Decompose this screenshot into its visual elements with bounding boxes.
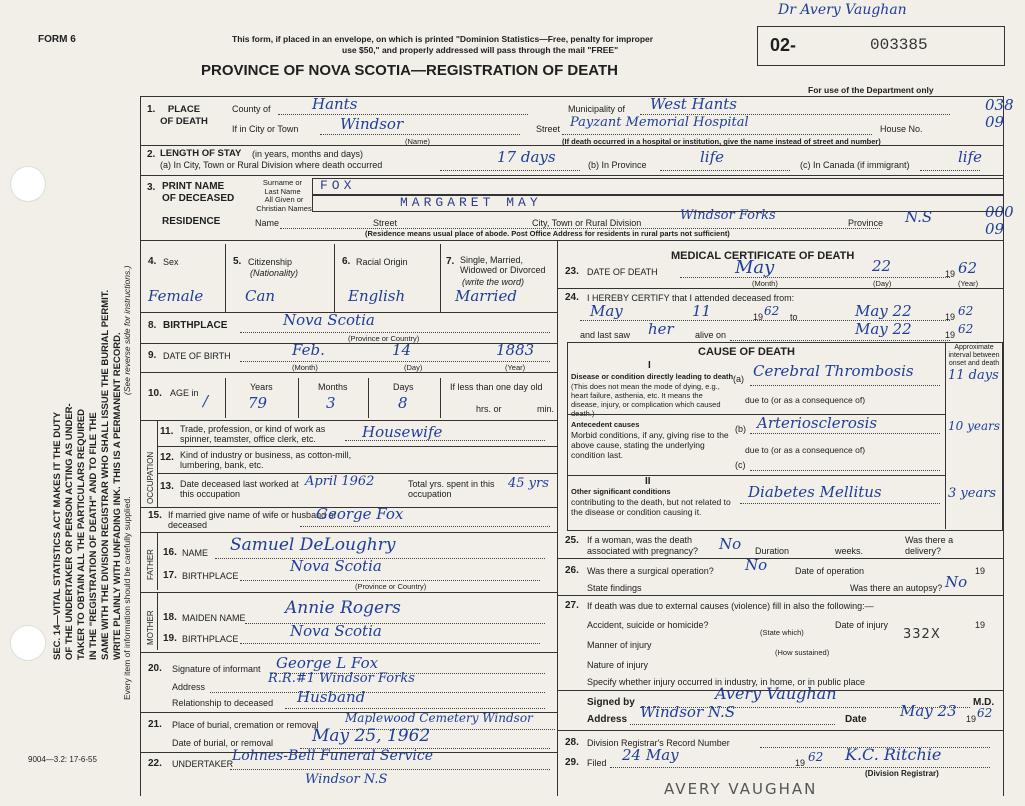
- informant-sig-value: George L Fox: [276, 654, 379, 672]
- signer-date-label: Date: [845, 714, 867, 725]
- interval-other-value: 3 years: [948, 486, 997, 501]
- surname-box: [312, 178, 1004, 195]
- item-19: 19.: [163, 633, 177, 644]
- racial-value: English: [348, 287, 406, 305]
- spouse-value: George Fox: [316, 505, 404, 523]
- stay-c-label: (c) In Canada (if immigrant): [800, 160, 910, 170]
- punch-hole-top: [10, 166, 46, 202]
- rule-2: [140, 175, 1003, 176]
- undertaker-address: Windsor N.S: [305, 772, 388, 787]
- city-value: Windsor: [340, 115, 404, 133]
- item-10: 10.: [148, 388, 162, 399]
- filed-nineteen: 19: [795, 758, 806, 768]
- certify-label: I HEREBY CERTIFY that I attended deceased from:: [587, 293, 795, 303]
- signer-address-label: Address: [587, 714, 628, 725]
- registrar-signature: K.C. Ritchie: [845, 745, 942, 764]
- last-saw-label: and last saw: [580, 330, 631, 340]
- autopsy-value: No: [945, 573, 968, 591]
- residence-note: (Residence means usual place of abode. Post Office Address for residents in rural parts not sufficient): [365, 229, 730, 238]
- antecedent-note: Morbid conditions, if any, giving rise to the above cause, stating the underlying condition last.: [571, 430, 729, 460]
- signer-year: 62: [977, 706, 993, 720]
- item-6: 6.: [342, 256, 351, 267]
- other-note: contributing to the death, but not related to the disease or condition causing it.: [571, 497, 731, 517]
- cause-rule-1: [567, 414, 945, 415]
- cause-title: CAUSE OF DEATH: [698, 346, 795, 358]
- col-div-1: [225, 244, 226, 312]
- age-div-3: [368, 378, 369, 418]
- item-12: 12.: [160, 452, 174, 463]
- age-div-2: [298, 378, 299, 418]
- q28-label: Division Registrar's Record Number: [587, 738, 730, 748]
- residence-city-value: Windsor Forks: [680, 208, 776, 223]
- item-9: 9.: [148, 350, 157, 361]
- rule-8: [157, 446, 557, 447]
- cause-a-value: Cerebral Thrombosis: [753, 362, 914, 380]
- other-line: [740, 503, 940, 504]
- father-birthplace-value: Nova Scotia: [290, 557, 382, 575]
- death-year: 62: [958, 259, 978, 277]
- street-line: [562, 134, 872, 135]
- hrs-label: hrs. or: [476, 404, 502, 414]
- death-day: 22: [872, 257, 892, 275]
- sidebar-line-5: SAME WITH THE DIVISION REGISTRAR WHO SHALL ISSUE THE BURIAL PERMIT.: [100, 289, 111, 660]
- signer-nineteen: 19: [966, 714, 977, 724]
- item-7: 7.: [446, 256, 455, 267]
- stay-label: LENGTH OF STAY: [160, 148, 242, 159]
- dob-month: Feb.: [292, 341, 325, 359]
- cause-b-value: Arteriosclerosis: [757, 414, 878, 432]
- citizenship-label: Citizenship: [248, 257, 293, 267]
- informant-address-line: [210, 692, 545, 693]
- rule-13: [140, 652, 557, 653]
- rule-r5: [557, 730, 1003, 731]
- surname-value: FOX: [320, 178, 356, 193]
- nature-label: Nature of injury: [587, 660, 649, 670]
- state-findings-label: State findings: [587, 583, 642, 593]
- industry-label: Kind of industry or business, as cotton-mill, lumbering, bank, etc.: [180, 450, 352, 470]
- burial-date-label: Date of burial, or removal: [172, 738, 274, 748]
- item-5: 5.: [233, 256, 242, 267]
- signer-address-value: Windsor N.S: [640, 703, 736, 721]
- filed-label: Filed: [587, 758, 607, 768]
- interval-label: Approximate interval between onset and death: [948, 344, 1000, 367]
- stay-a-line: [440, 170, 580, 171]
- stay-b-label: (b) In Province: [588, 160, 647, 170]
- mother-maiden-value: Annie Rogers: [285, 598, 401, 618]
- alive-date: May 22: [855, 320, 912, 338]
- cause-b-line: [750, 433, 940, 434]
- residence-street-label: Street: [373, 218, 398, 228]
- trade-value: Housewife: [362, 423, 443, 441]
- death-month: May: [735, 257, 775, 278]
- racial-label: Racial Origin: [356, 257, 408, 267]
- stay-b-line: [660, 170, 790, 171]
- attend-from-month: May: [590, 302, 623, 320]
- cause-c-line: [750, 470, 940, 471]
- item-29: 29.: [565, 757, 579, 768]
- duration-label: Duration: [755, 546, 790, 556]
- operation-date-label: Date of operation: [795, 566, 865, 576]
- q25-value: No: [719, 535, 742, 553]
- stay-sub: (in years, months and days): [252, 149, 364, 159]
- street-label: Street: [536, 124, 561, 134]
- sidebar-line-7b: (See reverse side for instructions.): [122, 265, 132, 395]
- q26-value: No: [745, 556, 768, 574]
- state-which: (State which): [760, 628, 804, 637]
- burial-place-value: Maplewood Cemetery Windsor: [345, 711, 533, 725]
- informant-address-label: Address: [172, 682, 206, 692]
- due-label-a: due to (or as a consequence of): [745, 395, 866, 405]
- code-2: 09: [985, 113, 1005, 131]
- municipality-label: Municipality of: [568, 104, 626, 114]
- cause-b-marker: (b): [735, 424, 746, 434]
- death-year-caption: (Year): [958, 279, 979, 288]
- code-1: 038: [985, 96, 1014, 114]
- dob-month-caption: (Month): [292, 363, 318, 372]
- antecedent-label: Antecedent causes: [571, 420, 640, 429]
- weeks-label: weeks.: [835, 546, 864, 556]
- house-label: House No.: [880, 124, 923, 134]
- filed-value: 24 May: [622, 746, 679, 764]
- item-4: 4.: [148, 256, 157, 267]
- item-22: 22.: [148, 758, 162, 769]
- other-value: Diabetes Mellitus: [748, 483, 882, 501]
- how-sustained: (How sustained): [775, 648, 830, 657]
- name-label-1: PRINT NAME: [162, 181, 225, 192]
- filed-year: 62: [808, 750, 824, 764]
- rule-6: [140, 372, 557, 373]
- mother-side-label: MOTHER: [146, 610, 155, 645]
- age-label: AGE in: [170, 388, 199, 398]
- marital-sub: (write the word): [462, 277, 525, 287]
- rule-7: [140, 420, 557, 421]
- code-3: 000: [985, 203, 1014, 221]
- item-26: 26.: [565, 565, 579, 576]
- operation-nineteen: 19: [975, 566, 986, 576]
- print-code: 9004—3.2: 17-6-55: [28, 755, 97, 764]
- birthplace-label: BIRTHPLACE: [163, 320, 228, 331]
- manner-code: 332X: [903, 627, 941, 642]
- name-caption: (Name): [405, 137, 431, 146]
- injury-nineteen: 19: [975, 620, 986, 630]
- sex-value: Female: [148, 287, 204, 305]
- frame-top: [140, 96, 1003, 97]
- less-day-label: If less than one day old: [450, 382, 543, 392]
- years-spent-value: 45 yrs: [508, 476, 549, 491]
- item-24: 24.: [565, 292, 579, 303]
- years-label: Years: [250, 382, 273, 392]
- dob-year-caption: (Year): [505, 363, 526, 372]
- registration-number: 003385: [870, 36, 928, 54]
- last-worked-label: Date deceased last worked at this occupation: [180, 479, 299, 499]
- stay-c-value: life: [958, 148, 983, 166]
- undertaker-line: [230, 769, 550, 770]
- md-label: M.D.: [973, 697, 995, 708]
- age-days: 8: [398, 394, 408, 412]
- dob-day-caption: (Day): [404, 363, 423, 372]
- frame-left: [140, 96, 141, 796]
- item-20: 20.: [148, 663, 162, 674]
- medical-title: MEDICAL CERTIFICATE OF DEATH: [671, 250, 855, 262]
- municipality-value: West Hants: [650, 95, 737, 113]
- disease-note: (This does not mean the mode of dying, e.g., heart failure, asthenia, etc. It means the disease, injury, or complication which caused death.): [571, 382, 721, 418]
- relationship-value: Husband: [297, 688, 366, 706]
- other-label: Other significant conditions: [571, 487, 671, 496]
- age-months: 3: [326, 394, 336, 412]
- alive-year: 62: [958, 322, 974, 336]
- mother-maiden-label: MAIDEN NAME: [182, 613, 246, 623]
- page-title: PROVINCE OF NOVA SCOTIA—REGISTRATION OF DEATH: [201, 62, 618, 79]
- min-label: min.: [537, 404, 555, 414]
- marital-label: Single, Married, Widowed or Divorced: [460, 255, 546, 275]
- accident-label: Accident, suicide or homicide?: [587, 620, 709, 630]
- top-note: Dr Avery Vaughan: [778, 2, 907, 18]
- residence-city-label: City, Town or Rural Division: [532, 218, 642, 228]
- col-div-2: [334, 244, 335, 312]
- hospital-note: (If death occurred in a hospital or institution, give the name instead of street and number): [562, 137, 881, 146]
- name-label-2: OF DECEASED: [162, 193, 235, 204]
- dob-day: 14: [392, 341, 412, 359]
- interval-b-value: 10 years: [948, 419, 1001, 433]
- item-23: 23.: [565, 266, 579, 277]
- cause-interval-div: [945, 342, 946, 529]
- mother-birthplace-value: Nova Scotia: [290, 622, 382, 640]
- registrar-caption: (Division Registrar): [865, 769, 939, 778]
- relationship-label: Relationship to deceased: [172, 698, 274, 708]
- specify-label: Specify whether injury occurred in industry, in home, or in public place: [587, 677, 865, 687]
- undertaker-label: UNDERTAKER: [172, 759, 234, 769]
- birthplace-line: [240, 332, 550, 333]
- item-21: 21.: [148, 719, 162, 730]
- surname-label: Surname or Last Name: [262, 178, 303, 196]
- registration-prefix: 02-: [770, 35, 797, 55]
- relationship-line: [285, 708, 545, 709]
- bottom-pencil-note: AVERY VAUGHAN: [664, 780, 818, 798]
- rule-r2: [557, 558, 1003, 559]
- item-17: 17.: [163, 570, 177, 581]
- city-label: If in City or Town: [232, 124, 299, 134]
- mother-birthplace-line: [240, 643, 540, 644]
- item-2: 2.: [147, 149, 156, 160]
- spouse-line: [300, 526, 550, 527]
- punch-hole-bottom: [10, 625, 46, 661]
- residence-province-label: Province: [848, 218, 884, 228]
- attend-nineteen-1: 19: [753, 312, 764, 322]
- alive-label: alive on: [695, 330, 727, 340]
- father-side-label: FATHER: [146, 549, 155, 580]
- item-18: 18.: [163, 612, 177, 623]
- alive-nineteen: 19: [945, 330, 956, 340]
- cause-a-line: [750, 385, 940, 386]
- attend-from-day: 11: [692, 302, 712, 320]
- rule-5: [140, 343, 557, 344]
- sex-label: Sex: [163, 257, 179, 267]
- item-1: 1.: [147, 104, 156, 115]
- county-label: County of: [232, 104, 271, 114]
- mail-notice-2: use $50," and properly addressed will pass through the mail "FREE": [342, 45, 619, 55]
- interval-a-value: 11 days: [948, 368, 999, 383]
- sidebar-line-6: WRITE PLAINLY WITH UNFADING INK. THIS IS A PERMANENT RECORD.: [112, 332, 123, 660]
- attend-to-date: May 22: [855, 302, 912, 320]
- due-label-b: due to (or as a consequence of): [745, 445, 866, 455]
- item-8: 8.: [148, 320, 157, 331]
- given-value: MARGARET MAY: [400, 195, 542, 210]
- item-27: 27.: [565, 600, 579, 611]
- last-worked-value: April 1962: [305, 474, 375, 489]
- residence-name-label: Name: [255, 218, 280, 228]
- marital-value: Married: [455, 287, 517, 305]
- item-3: 3.: [147, 182, 156, 193]
- informant-sig-label: Signature of informant: [172, 664, 261, 674]
- last-saw-her: her: [648, 320, 674, 338]
- rule-12: [140, 592, 557, 593]
- informant-address-value: R.R.#1 Windsor Forks: [268, 671, 415, 686]
- sidebar-line-7: Every item of information should be carefully supplied.: [122, 496, 132, 700]
- mother-bar: [157, 592, 158, 650]
- code-4: 09: [985, 220, 1005, 238]
- father-name-label: NAME: [182, 548, 209, 558]
- death-year-prefix: 19: [945, 269, 956, 279]
- rule-11: [140, 532, 557, 533]
- mail-notice-1: This form, if placed in an envelope, on which is printed "Dominion Statistics—Free, penalty for improper: [232, 34, 654, 44]
- stay-c-line: [920, 170, 980, 171]
- residence-province-value: N.S: [905, 208, 933, 226]
- item-13: 13.: [160, 481, 174, 492]
- rule-3: [140, 240, 1003, 241]
- months-label: Months: [318, 382, 348, 392]
- item-16: 16.: [163, 547, 177, 558]
- signed-value: Avery Vaughan: [715, 684, 837, 703]
- dob-year: 1883: [496, 341, 535, 359]
- sidebar-line-1: SEC. 14—VITAL STATISTICS ACT MAKES IT THE DUTY: [52, 411, 63, 660]
- sidebar-line-4: IN THE "REGISTRATION OF DEATH" AND TO FILE THE: [88, 412, 99, 660]
- birthplace-caption: (Province or Country): [348, 334, 420, 343]
- part-1: I: [648, 360, 651, 371]
- signed-label: Signed by: [587, 697, 635, 708]
- street-value: Payzant Memorial Hospital: [570, 115, 749, 130]
- citizenship-sub: (Nationality): [250, 268, 299, 278]
- cause-rule-2: [567, 475, 945, 476]
- mother-birthplace-label: BIRTHPLACE: [182, 634, 239, 644]
- dept-use-label: For use of the Department only: [808, 85, 934, 95]
- given-label: All Given or Christian Names: [256, 195, 312, 213]
- father-birthplace-label: BIRTHPLACE: [182, 571, 239, 581]
- city-line: [320, 134, 520, 135]
- age-years: 79: [248, 394, 268, 412]
- cause-c-marker: (c): [735, 460, 746, 470]
- attend-nineteen-2: 19: [945, 312, 956, 322]
- delivery-label: Was there a delivery?: [905, 535, 954, 556]
- q27-label: If death was due to external causes (violence) fill in also the following:—: [587, 601, 874, 611]
- years-spent-label: Total yrs. spent in this occupation: [408, 479, 495, 499]
- dob-line: [240, 361, 550, 362]
- form-number: FORM 6: [38, 34, 76, 45]
- age-div-1: [225, 378, 226, 418]
- signer-address-line: [630, 724, 835, 725]
- autopsy-label: Was there an autopsy?: [850, 583, 943, 593]
- citizenship-value: Can: [245, 287, 276, 305]
- cause-a-marker: (a): [733, 374, 744, 384]
- item-11: 11.: [160, 426, 174, 437]
- item-25: 25.: [565, 535, 579, 546]
- father-birthplace-line: [240, 580, 540, 581]
- father-caption: (Province or Country): [355, 582, 427, 591]
- dob-label: DATE OF BIRTH: [163, 351, 231, 361]
- county-value: Hants: [312, 95, 358, 113]
- sidebar-line-3: TAKER TO OBTAIN ALL THE PARTICULARS REQUIRED: [76, 408, 87, 660]
- death-date-label: DATE OF DEATH: [587, 267, 658, 277]
- spouse-label: If married give name of wife or husband of deceased: [168, 510, 337, 530]
- signer-date-value: May 23: [900, 702, 957, 720]
- death-day-caption: (Day): [873, 279, 892, 288]
- part-2: II: [645, 476, 651, 487]
- disease-label: Disease or condition directly leading to death: [571, 372, 734, 381]
- rule-r1: [557, 288, 1003, 289]
- q26-label: Was there a surgical operation?: [587, 566, 714, 576]
- col-div-3: [440, 244, 441, 312]
- rule-1: [140, 145, 1003, 146]
- stay-b-value: life: [700, 148, 725, 166]
- sidebar-line-2: OF THE UNDERTAKER OR PERSON ACTING AS UNDER-: [64, 403, 75, 660]
- manner-label: Manner of injury: [587, 640, 652, 650]
- stay-a-label: (a) In City, Town or Rural Division where death occurred: [160, 160, 383, 170]
- death-date-line: [680, 277, 950, 278]
- alive-line: [730, 340, 950, 341]
- undertaker-value: Lohnes-Bell Funeral Service: [232, 748, 434, 764]
- stay-a-value: 17 days: [497, 148, 556, 166]
- burial-place-label: Place of burial, cremation or removal: [172, 720, 319, 730]
- residence-label: RESIDENCE: [162, 216, 221, 227]
- attend-year-1: 62: [764, 304, 780, 318]
- occupation-left-bar: [157, 420, 158, 507]
- age-unit-mark: /: [203, 392, 209, 410]
- q25-label: If a woman, was the death associated with pregnancy?: [587, 535, 699, 556]
- item-28: 28.: [565, 737, 579, 748]
- item-15: 15.: [148, 510, 162, 521]
- center-divider: [557, 240, 558, 796]
- father-bar: [157, 532, 158, 590]
- burial-date-value: May 25, 1962: [312, 726, 431, 746]
- place-label: PLACE OF DEATH: [160, 104, 208, 127]
- death-month-caption: (Month): [752, 279, 778, 288]
- attend-to-label: to: [790, 312, 798, 322]
- occupation-side-label: OCCUPATION: [146, 451, 155, 504]
- birthplace-value: Nova Scotia: [283, 311, 375, 329]
- trade-label: Trade, profession, or kind of work as spinner, teamster, office clerk, etc.: [180, 424, 326, 444]
- age-div-4: [440, 378, 441, 418]
- rule-r3: [557, 595, 1003, 596]
- days-label: Days: [393, 382, 414, 392]
- injury-date-label: Date of injury: [835, 620, 889, 630]
- father-name-value: Samuel DeLoughry: [230, 535, 396, 555]
- attend-year-2: 62: [958, 304, 974, 318]
